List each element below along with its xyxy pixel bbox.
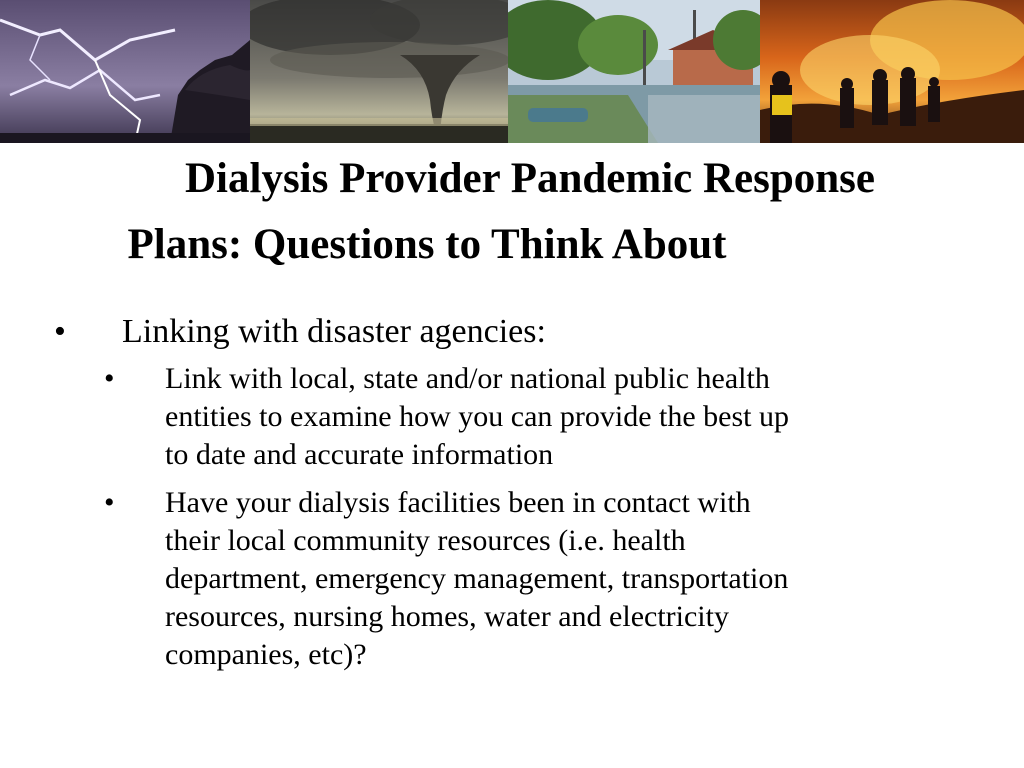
bullet-marker: • bbox=[54, 313, 66, 350]
slide-body bbox=[0, 310, 1024, 684]
lightning-storm-image bbox=[0, 0, 250, 143]
text-line: their local community resources (i.e. health bbox=[165, 524, 686, 557]
sub-bullet-marker: • bbox=[104, 362, 115, 395]
title-line-2: Plans: Questions to Think About bbox=[127, 221, 727, 268]
sub-bullet-text bbox=[165, 360, 985, 474]
tornado-photo bbox=[250, 0, 508, 143]
sub-bullet-2 bbox=[0, 484, 1024, 674]
text-line: Have your dialysis facilities been in contact with bbox=[165, 486, 751, 519]
bullet-text: Linking with disaster agencies: bbox=[122, 313, 546, 350]
wildfire-firefighters-image bbox=[760, 0, 1024, 143]
text-line: to date and accurate information bbox=[165, 438, 554, 471]
sub-bullet-1 bbox=[0, 360, 1024, 474]
text-line: Link with local, state and/or national public health bbox=[165, 362, 770, 395]
text-line: resources, nursing homes, water and electricity bbox=[165, 600, 729, 633]
sub-bullet-text bbox=[165, 484, 985, 674]
slide-title bbox=[0, 146, 1024, 278]
text-line: companies, etc)? bbox=[165, 638, 367, 671]
text-line: entities to examine how you can provide the best up bbox=[165, 400, 790, 433]
text-line: department, emergency management, transportation bbox=[165, 562, 789, 595]
sub-bullet-marker: • bbox=[104, 486, 115, 519]
lightning-photo bbox=[0, 0, 250, 143]
tornado-image bbox=[250, 0, 508, 143]
bullet-level-1 bbox=[0, 310, 1024, 356]
flood-photo bbox=[508, 0, 760, 143]
flooded-street-image bbox=[508, 0, 760, 143]
wildfire-photo bbox=[760, 0, 1024, 143]
title-line-1: Dialysis Provider Pandemic Response bbox=[185, 155, 875, 202]
banner bbox=[0, 0, 1024, 143]
